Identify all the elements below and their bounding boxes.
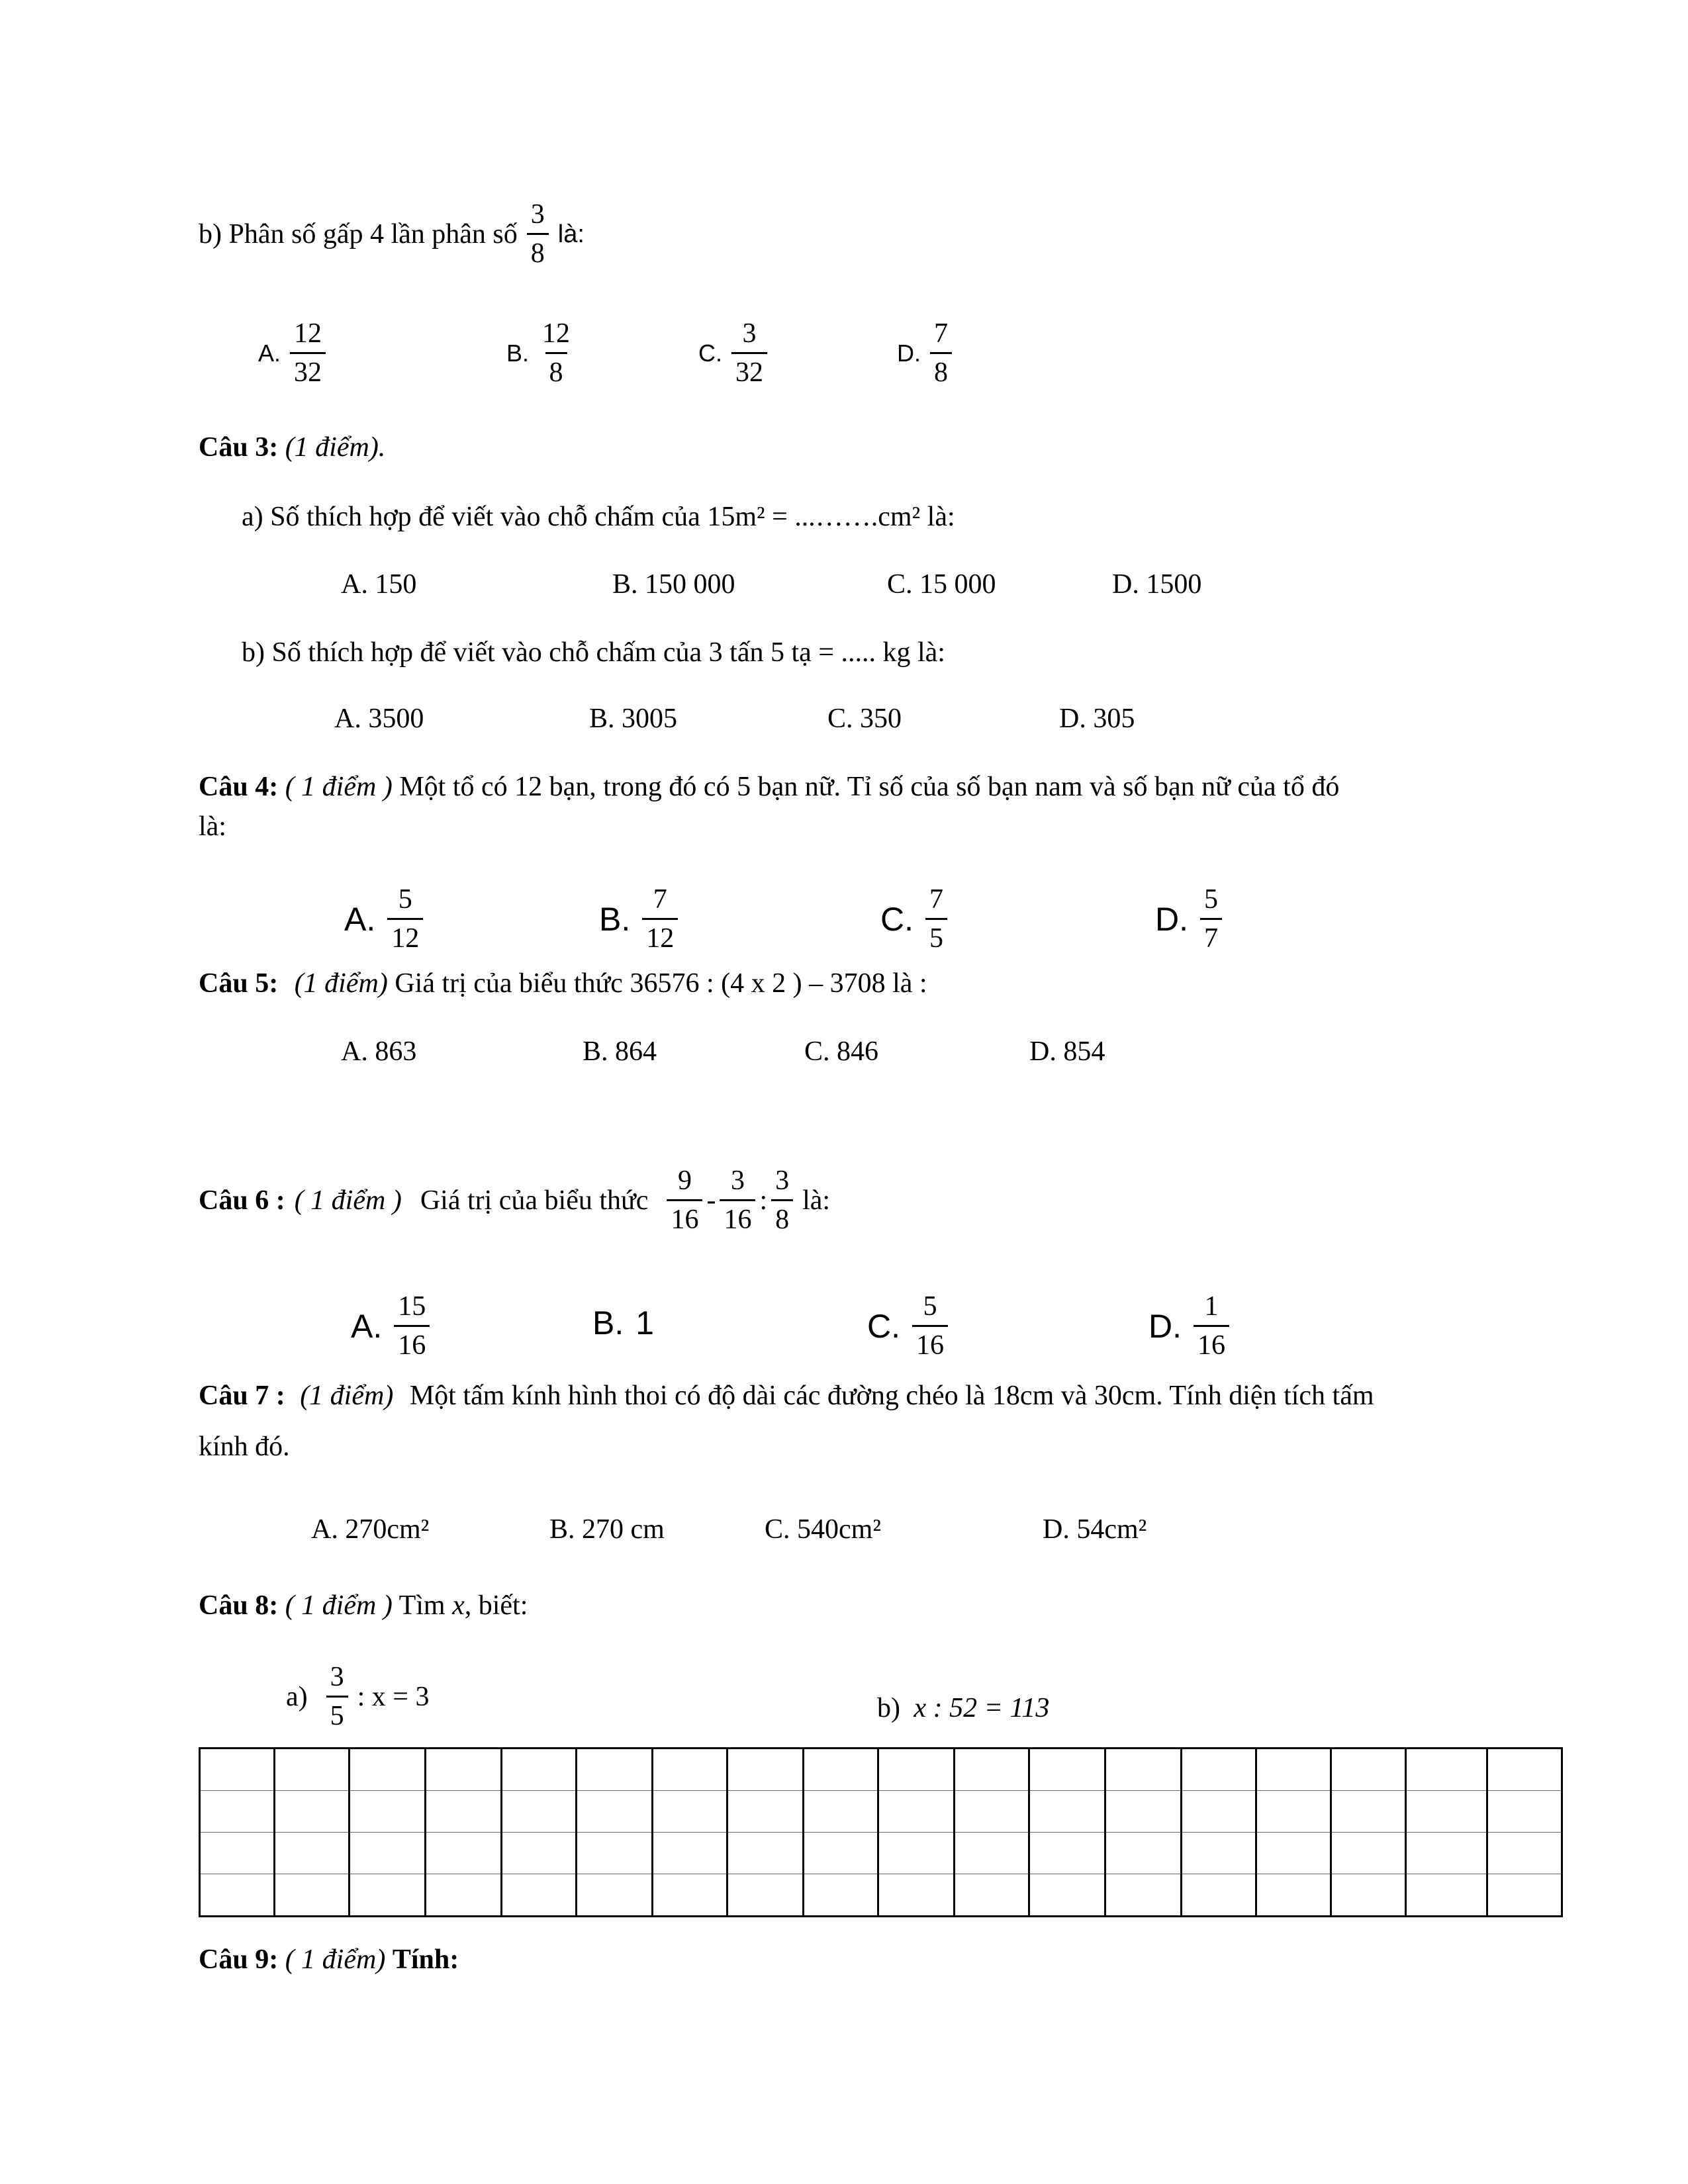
- q8a-fraction-num: 3: [330, 1662, 344, 1692]
- q2b-fraction-num: 3: [530, 199, 545, 230]
- grid-cell[interactable]: [1256, 1874, 1331, 1917]
- q6-option-c[interactable]: [867, 1291, 948, 1362]
- grid-cell[interactable]: [1105, 1833, 1182, 1874]
- grid-cell[interactable]: [727, 1833, 804, 1874]
- grid-cell[interactable]: [350, 1874, 426, 1917]
- grid-cell[interactable]: [1029, 1791, 1105, 1833]
- grid-cell[interactable]: [1406, 1791, 1487, 1833]
- grid-cell[interactable]: [350, 1749, 426, 1791]
- grid-cell[interactable]: [1182, 1833, 1256, 1874]
- q6-expr-frac-3-den: 8: [771, 1199, 793, 1236]
- q6-option-a-den: 16: [394, 1325, 430, 1361]
- q2b-option-c-fraction: [731, 318, 767, 389]
- grid-cell[interactable]: [1331, 1791, 1406, 1833]
- grid-cell[interactable]: [727, 1749, 804, 1791]
- q4-text: Một tổ có 12 bạn, trong đó có 5 bạn nữ. Tỉ số của số bạn nam và số bạn nữ của tổ đó: [399, 772, 1340, 802]
- q2b-option-d-num: 7: [934, 318, 948, 349]
- grid-cell[interactable]: [1406, 1833, 1487, 1874]
- q6-expr-frac-2: [720, 1165, 755, 1236]
- q9-question: [199, 1946, 459, 1974]
- q3-heading: [199, 433, 385, 461]
- q6-option-a-label: A.: [351, 1307, 383, 1345]
- grid-cell[interactable]: [200, 1874, 275, 1917]
- q4-option-d-fraction: [1200, 884, 1222, 955]
- grid-cell[interactable]: [275, 1874, 350, 1917]
- q6-question: [199, 1165, 830, 1236]
- q2b-option-d-label: D.: [897, 339, 921, 367]
- q8a-label: a): [286, 1681, 308, 1712]
- q8a-expression: [286, 1661, 430, 1733]
- q4-option-d-label: D.: [1155, 900, 1188, 938]
- grid-cell[interactable]: [653, 1833, 727, 1874]
- grid-cell[interactable]: [955, 1791, 1029, 1833]
- q4-option-c-num: 7: [929, 884, 943, 915]
- q6-points: ( 1 điểm ): [294, 1185, 402, 1216]
- q2b-option-b-label: B.: [506, 339, 530, 367]
- grid-cell[interactable]: [350, 1791, 426, 1833]
- q6-option-a[interactable]: [351, 1291, 430, 1362]
- grid-cell[interactable]: [577, 1874, 653, 1917]
- grid-row: [200, 1874, 1562, 1917]
- grid-cell[interactable]: [1105, 1791, 1182, 1833]
- grid-cell[interactable]: [502, 1749, 577, 1791]
- grid-cell[interactable]: [275, 1791, 350, 1833]
- q3a-option-c[interactable]: C. 15 000: [887, 569, 996, 600]
- q8a-fraction-den: 5: [326, 1696, 348, 1732]
- q2b-option-a[interactable]: [258, 318, 326, 389]
- q2b-option-c-den: 32: [731, 352, 767, 388]
- grid-cell[interactable]: [577, 1791, 653, 1833]
- q6-option-d-fraction: [1194, 1291, 1229, 1362]
- grid-cell[interactable]: [1487, 1874, 1562, 1917]
- q3-title: Câu 3:: [199, 432, 279, 463]
- q7-option-d[interactable]: D. 54cm²: [1043, 1514, 1147, 1545]
- q6-option-d-label: D.: [1149, 1307, 1182, 1345]
- q8-var: x: [452, 1590, 465, 1621]
- grid-cell[interactable]: [1256, 1749, 1331, 1791]
- grid-cell[interactable]: [577, 1749, 653, 1791]
- grid-cell[interactable]: [878, 1791, 955, 1833]
- q2b-option-b-den: 8: [545, 352, 567, 388]
- q6-option-b[interactable]: [592, 1306, 654, 1340]
- grid-cell[interactable]: [426, 1791, 502, 1833]
- q2b-option-d[interactable]: [897, 318, 952, 389]
- grid-cell[interactable]: [1182, 1749, 1256, 1791]
- grid-cell[interactable]: [200, 1791, 275, 1833]
- q8-text-pre: Tìm: [399, 1590, 445, 1621]
- grid-cell[interactable]: [426, 1833, 502, 1874]
- q7-option-c[interactable]: C. 540cm²: [765, 1514, 881, 1545]
- q3a-option-b[interactable]: B. 150 000: [612, 569, 735, 600]
- grid-cell[interactable]: [200, 1833, 275, 1874]
- grid-cell[interactable]: [577, 1833, 653, 1874]
- q4-option-c[interactable]: [880, 884, 947, 955]
- q2b-option-a-den: 32: [290, 352, 326, 388]
- q6-option-d-den: 16: [1194, 1325, 1229, 1361]
- q6-expr-frac-2-den: 16: [720, 1199, 755, 1236]
- q6-option-b-label: B.: [592, 1304, 624, 1342]
- q8a-rest: : x = 3: [357, 1681, 430, 1712]
- q7-question-line2: kính đó.: [199, 1432, 290, 1462]
- q6-option-a-num: 15: [398, 1291, 426, 1322]
- q4-option-c-den: 5: [925, 918, 947, 954]
- q4-option-a-label: A.: [344, 900, 376, 938]
- answer-grid[interactable]: [199, 1747, 1563, 1917]
- q2b-option-a-num: 12: [294, 318, 322, 349]
- grid-cell[interactable]: [804, 1749, 878, 1791]
- q4-option-c-fraction: [925, 884, 947, 955]
- grid-cell[interactable]: [1331, 1833, 1406, 1874]
- grid-cell[interactable]: [1182, 1874, 1256, 1917]
- q7-option-b[interactable]: B. 270 cm: [549, 1514, 665, 1545]
- grid-cell[interactable]: [955, 1874, 1029, 1917]
- q6-option-a-fraction: [394, 1291, 430, 1362]
- grid-cell[interactable]: [1256, 1833, 1331, 1874]
- q8-question: [199, 1592, 528, 1619]
- grid-cell[interactable]: [955, 1749, 1029, 1791]
- grid-cell[interactable]: [1331, 1874, 1406, 1917]
- grid-cell[interactable]: [653, 1749, 727, 1791]
- q6-expr-frac-1-num: 9: [677, 1165, 692, 1196]
- grid-cell[interactable]: [804, 1791, 878, 1833]
- q6-expr-frac-3-num: 3: [775, 1165, 790, 1196]
- q2b-question: [199, 199, 585, 270]
- q6-option-c-den: 16: [912, 1325, 948, 1361]
- grid-cell[interactable]: [426, 1749, 502, 1791]
- q6-expr-frac-1-den: 16: [667, 1199, 702, 1236]
- q8b-expression: [877, 1694, 1049, 1722]
- q2b-option-c-label: C.: [698, 339, 722, 367]
- q2b-option-a-fraction: [290, 318, 326, 389]
- grid-cell[interactable]: [1487, 1791, 1562, 1833]
- q6-option-d-num: 1: [1204, 1291, 1219, 1322]
- grid-cell[interactable]: [727, 1874, 804, 1917]
- q5-text: Giá trị của biểu thức 36576 : (4 x 2 ) – 3708 là :: [395, 968, 927, 999]
- grid-cell[interactable]: [1105, 1874, 1182, 1917]
- q3-points: (1 điểm).: [285, 432, 386, 463]
- q8b-label: b): [877, 1693, 900, 1723]
- q4-option-b-label: B.: [599, 900, 631, 938]
- grid-cell[interactable]: [1331, 1749, 1406, 1791]
- grid-cell[interactable]: [653, 1874, 727, 1917]
- q6-option-c-label: C.: [867, 1307, 900, 1345]
- q4-option-b-den: 12: [642, 918, 678, 954]
- q9-text: Tính:: [392, 1944, 459, 1975]
- q2b-option-d-den: 8: [930, 352, 952, 388]
- q3a-option-a[interactable]: A. 150: [341, 569, 417, 600]
- q3b-option-b[interactable]: B. 3005: [589, 704, 678, 734]
- q4-option-b[interactable]: [599, 884, 678, 955]
- q9-points: ( 1 điểm): [285, 1944, 386, 1975]
- q6-div-op: :: [759, 1185, 768, 1216]
- q6-option-c-num: 5: [923, 1291, 937, 1322]
- grid-cell[interactable]: [1256, 1791, 1331, 1833]
- grid-cell[interactable]: [1406, 1749, 1487, 1791]
- q4-title: Câu 4:: [199, 772, 279, 802]
- grid-cell[interactable]: [727, 1791, 804, 1833]
- grid-cell[interactable]: [350, 1833, 426, 1874]
- q7-text: Một tấm kính hình thoi có độ dài các đường chéo là 18cm và 30cm. Tính diện tích tấm: [409, 1381, 1374, 1411]
- grid-cell[interactable]: [275, 1749, 350, 1791]
- grid-row: [200, 1833, 1562, 1874]
- q4-option-d[interactable]: [1155, 884, 1222, 955]
- grid-cell[interactable]: [878, 1874, 955, 1917]
- grid-cell[interactable]: [502, 1791, 577, 1833]
- q2b-option-c-num: 3: [742, 318, 757, 349]
- q4-question-line2: là:: [199, 811, 226, 842]
- grid-row: [200, 1791, 1562, 1833]
- q4-option-d-den: 7: [1200, 918, 1222, 954]
- q8-points: ( 1 điểm ): [285, 1590, 393, 1621]
- grid-cell[interactable]: [1029, 1874, 1105, 1917]
- q6-expr-frac-3: [771, 1165, 793, 1236]
- q6-expr-frac-1: [667, 1165, 702, 1236]
- q3b-option-d[interactable]: D. 305: [1059, 704, 1135, 734]
- q4-points: ( 1 điểm ): [285, 772, 393, 802]
- q6-option-c-fraction: [912, 1291, 948, 1362]
- q6-expr-frac-2-num: 3: [730, 1165, 745, 1196]
- q2b-suffix: là:: [557, 220, 585, 248]
- grid-cell[interactable]: [804, 1833, 878, 1874]
- q2b-fraction-den: 8: [527, 233, 549, 269]
- grid-cell[interactable]: [1182, 1791, 1256, 1833]
- q5-option-b[interactable]: B. 864: [583, 1036, 657, 1067]
- q8-title: Câu 8:: [199, 1590, 279, 1621]
- q2b-option-b[interactable]: [506, 318, 574, 389]
- q4-question-line1: [199, 773, 1339, 801]
- grid-cell[interactable]: [878, 1833, 955, 1874]
- grid-cell[interactable]: [804, 1874, 878, 1917]
- grid-cell[interactable]: [275, 1833, 350, 1874]
- grid-cell[interactable]: [502, 1833, 577, 1874]
- q6-suffix: là:: [802, 1185, 831, 1216]
- q3b-option-c[interactable]: C. 350: [827, 704, 902, 734]
- q6-minus-op: -: [706, 1185, 716, 1216]
- grid-cell[interactable]: [1487, 1749, 1562, 1791]
- q2b-option-c[interactable]: [698, 318, 767, 389]
- q5-option-a[interactable]: A. 863: [341, 1036, 417, 1067]
- q3b-option-a[interactable]: A. 3500: [334, 704, 424, 734]
- q3b-question: b) Số thích hợp để viết vào chỗ chấm của 3 tấn 5 tạ = ..... kg là:: [242, 637, 945, 668]
- grid-cell[interactable]: [1029, 1833, 1105, 1874]
- q4-option-d-num: 5: [1204, 884, 1218, 915]
- q6-title: Câu 6 :: [199, 1185, 285, 1216]
- grid-cell[interactable]: [502, 1874, 577, 1917]
- q4-option-b-fraction: [642, 884, 678, 955]
- q5-option-c[interactable]: C. 846: [804, 1036, 879, 1067]
- grid-cell[interactable]: [955, 1833, 1029, 1874]
- q6-option-b-value: 1: [635, 1304, 655, 1342]
- q2b-prefix: b) Phân số gấp 4 lần phân số: [199, 218, 518, 250]
- q5-title: Câu 5:: [199, 968, 279, 999]
- q7-option-a[interactable]: A. 270cm²: [311, 1514, 430, 1545]
- q4-option-a-fraction: [387, 884, 423, 955]
- q9-title: Câu 9:: [199, 1944, 279, 1975]
- q5-points: (1 điểm): [294, 968, 388, 999]
- q8b-expr: x : 52 = 113: [914, 1693, 1050, 1723]
- q4-option-a-num: 5: [398, 884, 412, 915]
- q4-option-a[interactable]: [344, 884, 423, 955]
- grid-cell[interactable]: [1029, 1749, 1105, 1791]
- grid-cell[interactable]: [653, 1791, 727, 1833]
- q6-text: Giá trị của biểu thức: [420, 1185, 649, 1216]
- q7-question-line1: [199, 1382, 1374, 1410]
- grid-cell[interactable]: [200, 1749, 275, 1791]
- q6-option-d[interactable]: [1149, 1291, 1229, 1362]
- q8-text-post: , biết:: [464, 1590, 528, 1621]
- q7-points: (1 điểm): [300, 1381, 394, 1411]
- q5-option-d[interactable]: D. 854: [1029, 1036, 1105, 1067]
- q3a-question: a) Số thích hợp để viết vào chỗ chấm của 15m² = ...…….cm² là:: [242, 502, 955, 532]
- q2b-fraction: [527, 199, 549, 270]
- q2b-option-d-fraction: [930, 318, 952, 389]
- q3a-option-d[interactable]: D. 1500: [1112, 569, 1202, 600]
- q7-title: Câu 7 :: [199, 1381, 285, 1411]
- q5-question: [199, 970, 927, 997]
- grid-cell[interactable]: [1406, 1874, 1487, 1917]
- grid-cell[interactable]: [426, 1874, 502, 1917]
- q4-option-c-label: C.: [880, 900, 914, 938]
- grid-row: [200, 1749, 1562, 1791]
- q2b-option-b-num: 12: [542, 318, 571, 349]
- grid-cell[interactable]: [1105, 1749, 1182, 1791]
- q2b-option-a-label: A.: [258, 339, 281, 367]
- q8a-fraction: [326, 1661, 348, 1733]
- q4-option-a-den: 12: [387, 918, 423, 954]
- grid-cell[interactable]: [878, 1749, 955, 1791]
- grid-cell[interactable]: [1487, 1833, 1562, 1874]
- q4-option-b-num: 7: [653, 884, 667, 915]
- q2b-option-b-fraction: [538, 318, 574, 389]
